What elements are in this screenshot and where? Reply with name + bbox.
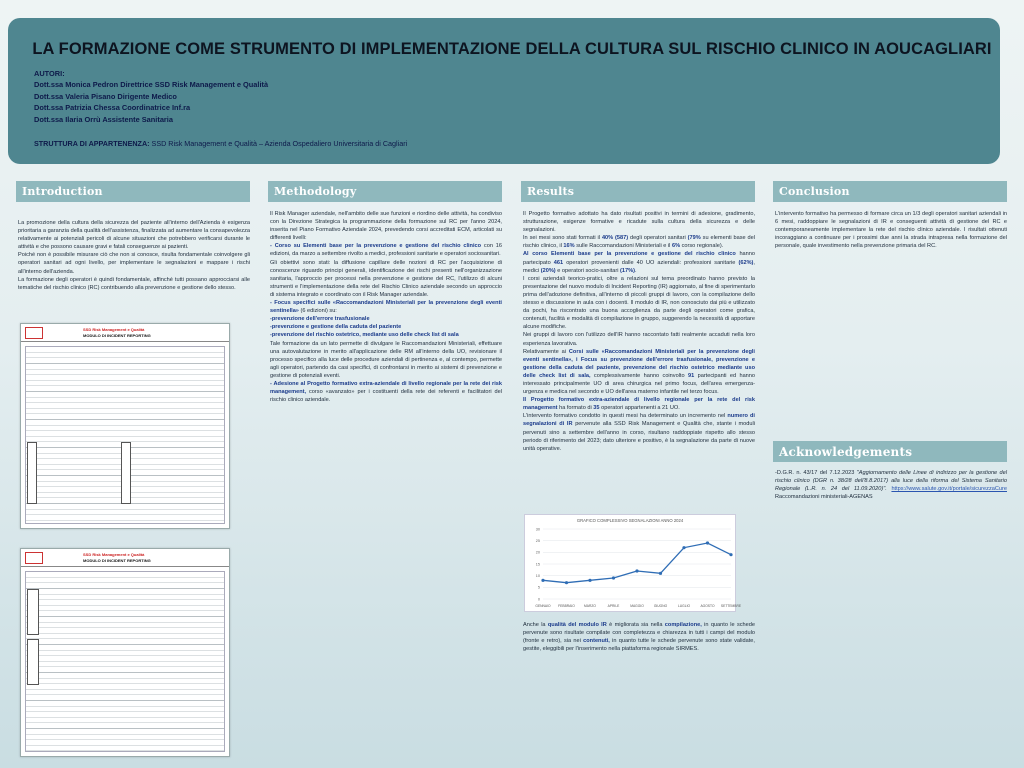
data-point [541, 579, 544, 582]
results-paragraph: Al corso Elementi base per la prevenzione e gestione del rischio clinico hanno partecipato 461 operatori provenienti dalle 40 UO aziendali: professioni sanitarie (62%), medici (20%) e operatori socio-sanitari (17%). [523, 251, 755, 274]
intro-paragraph-1: La promozione della cultura della sicurezza del paziente all'interno dell'Azienda è esigenza prioritaria a garanzia della qualità dell'assistenza, finalizzata ad aumentare la consapevolezza relativamente ai potenziali pericoli di alcune situazioni che potrebbero verificarsi durante le attività e che possono causare gravi e fatali conseguenze ai pazienti. [18, 220, 250, 251]
form-side-label [27, 442, 37, 504]
method-bullet: -prevenzione dell'errore trasfusionale [270, 316, 370, 323]
data-point [682, 546, 685, 549]
y-tick-label: 15 [535, 562, 540, 567]
form-body [25, 571, 225, 752]
results-paragraph: Nei gruppi di lavoro con l'utilizzo dell'IR hanno raccontato fatti realmente accaduti nella loro esperienza lavorativa. [523, 332, 755, 347]
form-side-label [121, 442, 131, 504]
form-side-label [27, 639, 39, 685]
form-header [21, 549, 229, 567]
form-title: MODULO DI INCIDENT REPORTING [83, 558, 151, 563]
method-paragraph: Tale formazione da un lato permette di divulgare le Raccomandazioni Ministeriali, effettuare una autovalutazione in merito all'applicazione delle RM all'interno della UO, revisionare il processo specifico alla luce delle procedure aziendali di pertinenza e, al contempo, permette agli operatori, partendo da casi specifici, di confrontarsi in merito ai sistemi di prevenzione e gestione di potenziali eventi. [270, 340, 502, 379]
form-brand: SSD Risk Management e Qualità [83, 552, 145, 557]
method-paragraph: - Adesione al Progetto formativo extra-aziendale di livello regionale per la rete dei risk management, corso «avanzato» per i costituenti della rete dei referenti e facilitatori del rischio clinico aziendale. [270, 380, 502, 404]
affiliation-value: SSD Risk Management e Qualità – Azienda Ospedaliero Universitaria di Cagliari [151, 139, 408, 148]
x-tick-label: GIUGNO [653, 604, 668, 608]
x-tick-label: MAGGIO [630, 604, 644, 608]
signalazioni-chart [524, 514, 742, 612]
method-bold: - Adesione al Progetto formativo extra-aziendale di livello regionale per la rete dei risk management, [270, 380, 502, 396]
y-tick-label: 30 [535, 527, 540, 532]
hospital-logo-icon [25, 552, 43, 564]
y-tick-label: 0 [537, 597, 540, 602]
y-tick-label: 25 [535, 538, 540, 543]
conclusion-heading: Conclusion [773, 181, 1007, 202]
acknowledgements-heading: Acknowledgements [773, 441, 1007, 462]
conclusion-text: L'intervento formativo ha permesso di formare circa un 1/3 degli operatori sanitari aziendali in 6 mesi, raddoppiare le segnalazioni di IR e conseguenti attività di gestione del RC e contemporaneamente implementare la rete del rischio clinico aziendale. I risultati ottenuti incoraggiano a continuare per i prossimi due anni la strada intrapresa nella formazione del personale, quale investimento nella prevenzione primaria del RC. [775, 211, 1007, 250]
form-title: MODULO DI INCIDENT REPORTING [83, 333, 151, 338]
incident-report-form-back [20, 548, 230, 757]
data-point [706, 541, 709, 544]
results-paragraph: L'intervento formativo condotto in questi mesi ha determinato un incremento nel numero di segnalazioni di IR pervenute alla SSD Risk Management e Qualità che, stante i moduli pervenuti sino a settembre dell'anno in corso, risultano raddoppiate rispetto allo stesso periodo di riferimento del 2023; dato ulteriore e positivo, è la segnalazione da parte di nuove unità operative. [523, 413, 755, 452]
data-point [729, 553, 732, 556]
method-bold: - Corso su Elementi base per la prevenzione e gestione del rischio clinico [270, 243, 482, 250]
results-paragraph: In sei mesi sono stati formati il 40% (587) degli operatori sanitari (79% su elementi base del rischio clinico, il 16% sulle Raccomandazioni Ministeriali e il 6% corso regionale). [523, 235, 755, 250]
method-bullet: -prevenzione del rischio ostetrico, mediante uso delle check list di sala [270, 332, 459, 339]
data-point [612, 576, 615, 579]
poster-title: LA FORMAZIONE COME STRUMENTO DI IMPLEMENTAZIONE DELLA CULTURA SUL RISCHIO CLINICO IN AOUCAGLIARI [32, 40, 992, 58]
intro-paragraph-3: La formazione degli operatori è quindi fondamentale, affinché tutti possano approcciarsi alle tematiche del rischio clinico (RC) contribuendo alla prevenzione e gestione dello stesso. [18, 276, 250, 291]
method-paragraph: - Focus specifici sulle «Raccomandazioni Ministeriali per la prevenzione degli eventi sentinella» (6 edizioni) su: [270, 300, 502, 315]
x-tick-label: MARZO [584, 604, 596, 608]
author-3: Dott.ssa Patrizia Chessa Coordinatrice Inf.ra [34, 103, 191, 113]
author-1: Dott.ssa Monica Pedron Direttrice SSD Risk Management e Qualità [34, 80, 269, 90]
affiliation-label: STRUTTURA DI APPARTENENZA: [34, 139, 150, 148]
results-paragraph: Il Progetto formativo adottato ha dato risultati positivi in termini di adesione, gradimento, strutturazione, esigenze formative e ricadute sulla cultura della sicurezza e delle segnalazioni. [523, 211, 755, 234]
data-point [659, 572, 662, 575]
x-tick-label: AGOSTO [700, 604, 715, 608]
chart-svg [525, 515, 742, 613]
author-2: Dott.ssa Valeria Pisano Dirigente Medico [34, 91, 177, 101]
methodology-text [270, 210, 502, 404]
x-tick-label: GENNAIO [535, 604, 551, 608]
x-tick-label: APRILE [607, 604, 620, 608]
authors-block [34, 68, 268, 125]
results-heading: Results [521, 181, 755, 202]
form-side-label [27, 589, 39, 635]
method-paragraph: Gli obiettivi sono stati: la diffusione capillare delle nozioni di RC per l'acquisizione di conoscenze riguardo principi generali, identificazione dei rischi presenti nell'organizzazione sanitaria, l'approccio per processi nella prevenzione e gestione del RC, l'utilizzo di alcuni strumenti e l'implementazione della rete del Rischio Clinico aziendale secondo un approccio di sistema integrato e coordinato con il Risk Manager aziendale. [270, 259, 502, 298]
method-paragraph: Il Risk Manager aziendale, nell'ambito delle sue funzioni e riordino delle attività, ha condiviso con la Direzione Strategica la programmazione della formazione sul RC per l'anno 2024, inserita nel Piano Formativo Aziendale 2024, prevedendo corsi accreditati ECM, articolati su differenti livelli: [270, 211, 502, 242]
results-paragraph: I corsi aziendali teorico-pratici, oltre a relazioni sul tema preordinato hanno previsto la presentazione del nuovo modulo di Incident Reporting (IR) aggiornato, al fine di sperimentarlo prima dell'adozione definitiva, all'interno di piccoli gruppi di lavoro, con la compilazione dello stesso e discussione in aula con i docenti. Il modulo di IR, non conosciuto dai più e utilizzato da pochi, ha riscontrato una buona accoglienza da parte degli operatori come grafica, contenuti, facilità e modalità di compilazione in gruppo, suggerendo la necessità di apportare alcune modifiche. [523, 275, 755, 331]
results-paragraph: Relativamente ai Corsi sulle «Raccomandazioni Ministeriali per la prevenzione degli eventi sentinella», i Focus su prevenzione dell'errore trasfusionale, prevenzione e gestione della caduta del paziente, prevenzione del rischio ostetrico mediante uso delle check list di sala, complessivamente hanno coinvolto 91 partecipanti ed hanno interessato principalmente UO di area chirurgica nel primo focus, dell'area emergenza-urgenza e medica nel secondo e UO dell'area materno infantile nel terzo focus. [523, 348, 756, 396]
x-tick-label: LUGLIO [677, 604, 691, 608]
form-brand: SSD Risk Management e Qualità [83, 327, 145, 332]
series-line [543, 543, 731, 583]
authors-label: AUTORI: [34, 69, 65, 78]
data-point [588, 579, 591, 582]
y-tick-label: 20 [535, 550, 540, 555]
acknowledgements-text: -D.G.R. n. 43/17 del 7.12.2023 "Aggiornamento delle Linee di indirizzo per la gestione del rischio clinico (DGR n. 38/28 dell'8.8.2017) alla luce della riforma del Sistema Sanitario Regionale (L.R. n. 24 del 11.09.2020)". https://www.salute.gov.it/portale/sicurezzaCure Raccomandazioni ministeriali-AGENAS [775, 470, 1007, 501]
affiliation [34, 139, 407, 148]
author-4: Dott.ssa Ilaria Orrù Assistente Sanitaria [34, 114, 173, 124]
x-tick-label: FEBBRAIO [558, 604, 575, 608]
data-point [565, 581, 568, 584]
incident-report-form-front [20, 323, 230, 529]
introduction-heading: Introduction [16, 181, 250, 202]
results-paragraph: Il Progetto formativo extra-aziendale di livello regionale per la rete del risk management ha formato di 35 operatori appartenenti a 21 UO. [523, 397, 755, 412]
method-bullet: -prevenzione e gestione della caduta del paziente [270, 324, 402, 331]
method-bold: - Focus specifici sulle «Raccomandazioni Ministeriali per la prevenzione degli eventi sentinella» [270, 300, 502, 315]
introduction-text [18, 219, 250, 292]
ministry-link[interactable]: https://www.salute.gov.it/portale/sicurezzaCure [891, 486, 1007, 493]
x-tick-label: SETTEMBRE [720, 604, 742, 608]
y-tick-label: 5 [537, 585, 540, 590]
y-tick-label: 10 [535, 573, 540, 578]
methodology-heading: Methodology [268, 181, 502, 202]
intro-paragraph-2: Poiché non è possibile misurare ciò che non si conosce, risulta fondamentale coinvolgere gli operatori sanitari ad ogni livello, per implementare le segnalazioni e mappare i rischi all'interno dell'azienda. [18, 252, 250, 275]
results-text-bottom [523, 621, 755, 653]
hospital-logo-icon [25, 327, 43, 339]
method-paragraph: - Corso su Elementi base per la prevenzione e gestione del rischio clinico con 16 edizioni, da marzo a settembre rivolto a medici, professioni sanitarie e operatori sociosanitari. [270, 243, 503, 258]
form-header [21, 324, 229, 342]
chart-title: GRAFICO COMPLESSIVO SEGNALAZIONI ANNO 2024 [576, 518, 684, 523]
results-paragraph: Anche la qualità del modulo IR è migliorata sia nella compilazione, in quanto le schede pervenute sono risultate compilate con completezza e chiarezza in tutti i campi del modulo (fronte e retro), sia nei contenuti, in quanto tutte le schede pervenute sono state validate, gestite, eleggibili per l'inserimento nella piattaforma regionale SIRMES. [523, 622, 755, 653]
results-text [523, 210, 755, 453]
data-point [635, 569, 638, 572]
